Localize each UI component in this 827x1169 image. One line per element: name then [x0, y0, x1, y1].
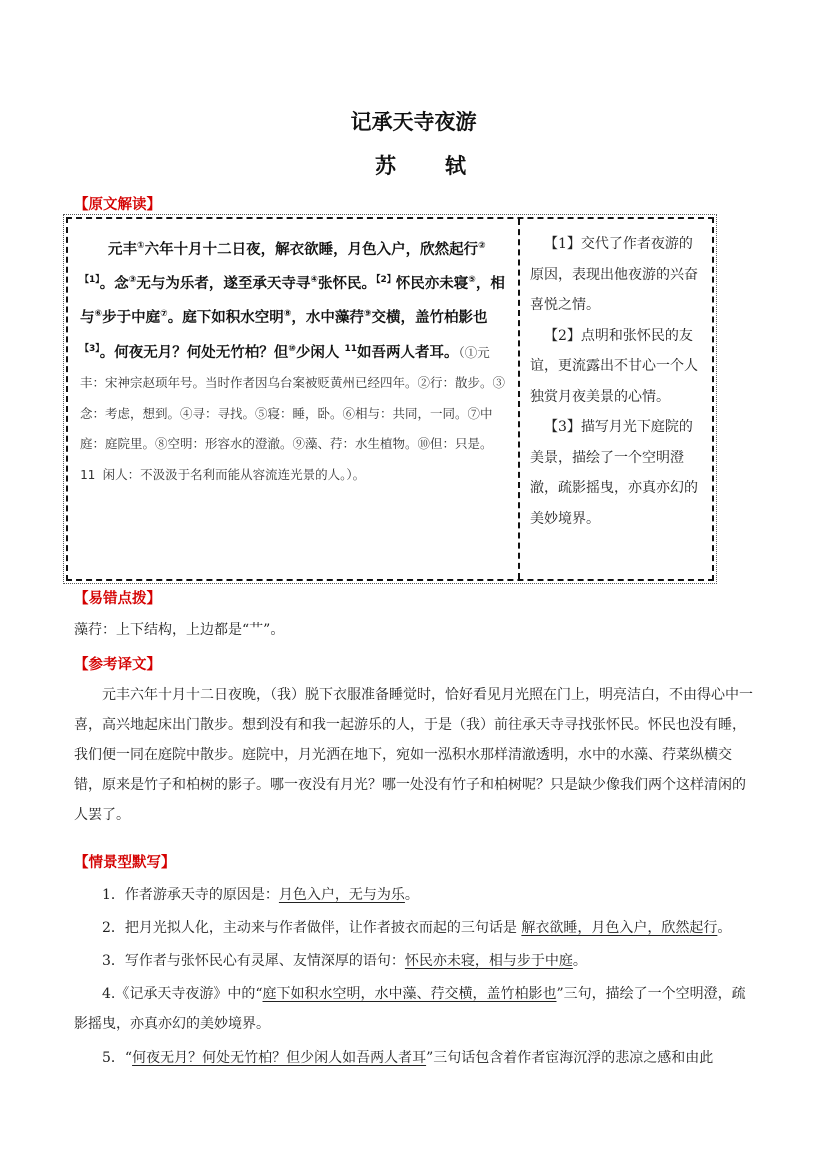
author-name: 苏 轼: [375, 154, 480, 178]
page-title: 记承天寺夜游: [350, 110, 477, 134]
original-text: 元丰①六年十月十二日夜，解衣欲睡，月色入户，欣然起行$^{②【1】}$。念③无与为乐者，遂至承天寺寻④张怀民。$^{【2】}$怀民亦未寝⑤，相与⑥步于中庭⑦。庭下如积水空明⑧，水中藻荇⑨交横，盖竹柏影也$^{【3】}$。何夜无月？何处无竹柏？但⑩少闲人 $^{11}$如吾两人者耳。（①元丰：宋神宗赵顼年号。当时作者因乌台案被贬黄州已经四年。②行：散步。③念：考虑，想到。④寻：寻找。⑤寝：睡，卧。⑥相与：共同，一同。⑦中庭：庭院里。⑧空明：形容水的澄澈。⑨藻、荇：水生植物。⑩但：只是。11 闲人：不汲汲于名利而能从容流连光景的人。）。: [80, 241, 506, 482]
dictation-item-1: 1．作者游承天寺的原因是：月色入户，无与为乐。: [102, 887, 419, 903]
dictation-item-3: 3．写作者与张怀民心有灵犀、友情深厚的语句：怀民亦未寝，相与步于中庭。: [102, 953, 587, 969]
section-heading-translation: 【参考译文】: [74, 657, 161, 673]
original-text-box: [66, 217, 714, 581]
section-heading-errors: 【易错点拨】: [74, 591, 161, 607]
annotation-panel: [520, 219, 712, 579]
footnotes: （①元丰：宋神宗赵顼年号。当时作者因乌台案被贬黄州已经四年。②行：散步。③念：考虑，想到。④寻：寻找。⑤寝：睡，卧。⑥相与：共同，一同。⑦中庭：庭院里。⑧空明：形容水的澄澈。⑨藻、荇：水生植物。⑩但：只是。11 闲人：不汲汲于名利而能从容流连光景的人。）。: [80, 344, 506, 482]
dictation-item-2: 2．把月光拟人化，主动来与作者做伴，让作者披衣而起的三句话是 解衣欲睡，月色入户，欣然起行。: [102, 920, 732, 936]
annotation-1: 【1】交代了作者夜游的原因，表现出他夜游的兴奋喜悦之情。: [530, 236, 698, 313]
original-text-panel: [68, 219, 520, 579]
dictation-item-4: 4.《记承天寺夜游》中的“庭下如积水空明，水中藻、荇交横，盖竹柏影也”三句，描绘了一个空明澄，疏影摇曳，亦真亦幻的美妙境界。: [74, 986, 746, 1032]
section-heading-original: 【原文解读】: [74, 197, 161, 213]
error-tip: 藻荇：上下结构，上边都是“艹”。: [74, 622, 285, 638]
annotation-3: 【3】描写月光下庭院的美景，描绘了一个空明澄澈，疏影摇曳，亦真亦幻的美妙境界。: [530, 419, 698, 527]
section-heading-dictation: 【情景型默写】: [74, 855, 176, 871]
translation-text: 元丰六年十月十二日夜晚，（我）脱下衣服准备睡觉时，恰好看见月光照在门上，明亮洁白，不由得心中一喜，高兴地起床出门散步。想到没有和我一起游乐的人，于是（我）前往承天寺寻找张怀民。怀民也没有睡，我们便一同在庭院中散步。庭院中，月光洒在地下，宛如一泓积水那样清澈透明，水中的水藻、荇菜纵横交错，原来是竹子和柏树的影子。哪一夜没有月光？哪一处没有竹子和柏树呢？只是缺少像我们两个这样清闲的人罢了。: [74, 687, 753, 823]
annotation-2: 【2】点明和张怀民的友谊，更流露出不甘心一个人独赏月夜美景的心情。: [530, 327, 698, 405]
dictation-item-5: 5．“何夜无月？何处无竹柏？但少闲人如吾两人者耳”三句话包含着作者宦海沉浮的悲凉之感和由此: [102, 1050, 714, 1066]
